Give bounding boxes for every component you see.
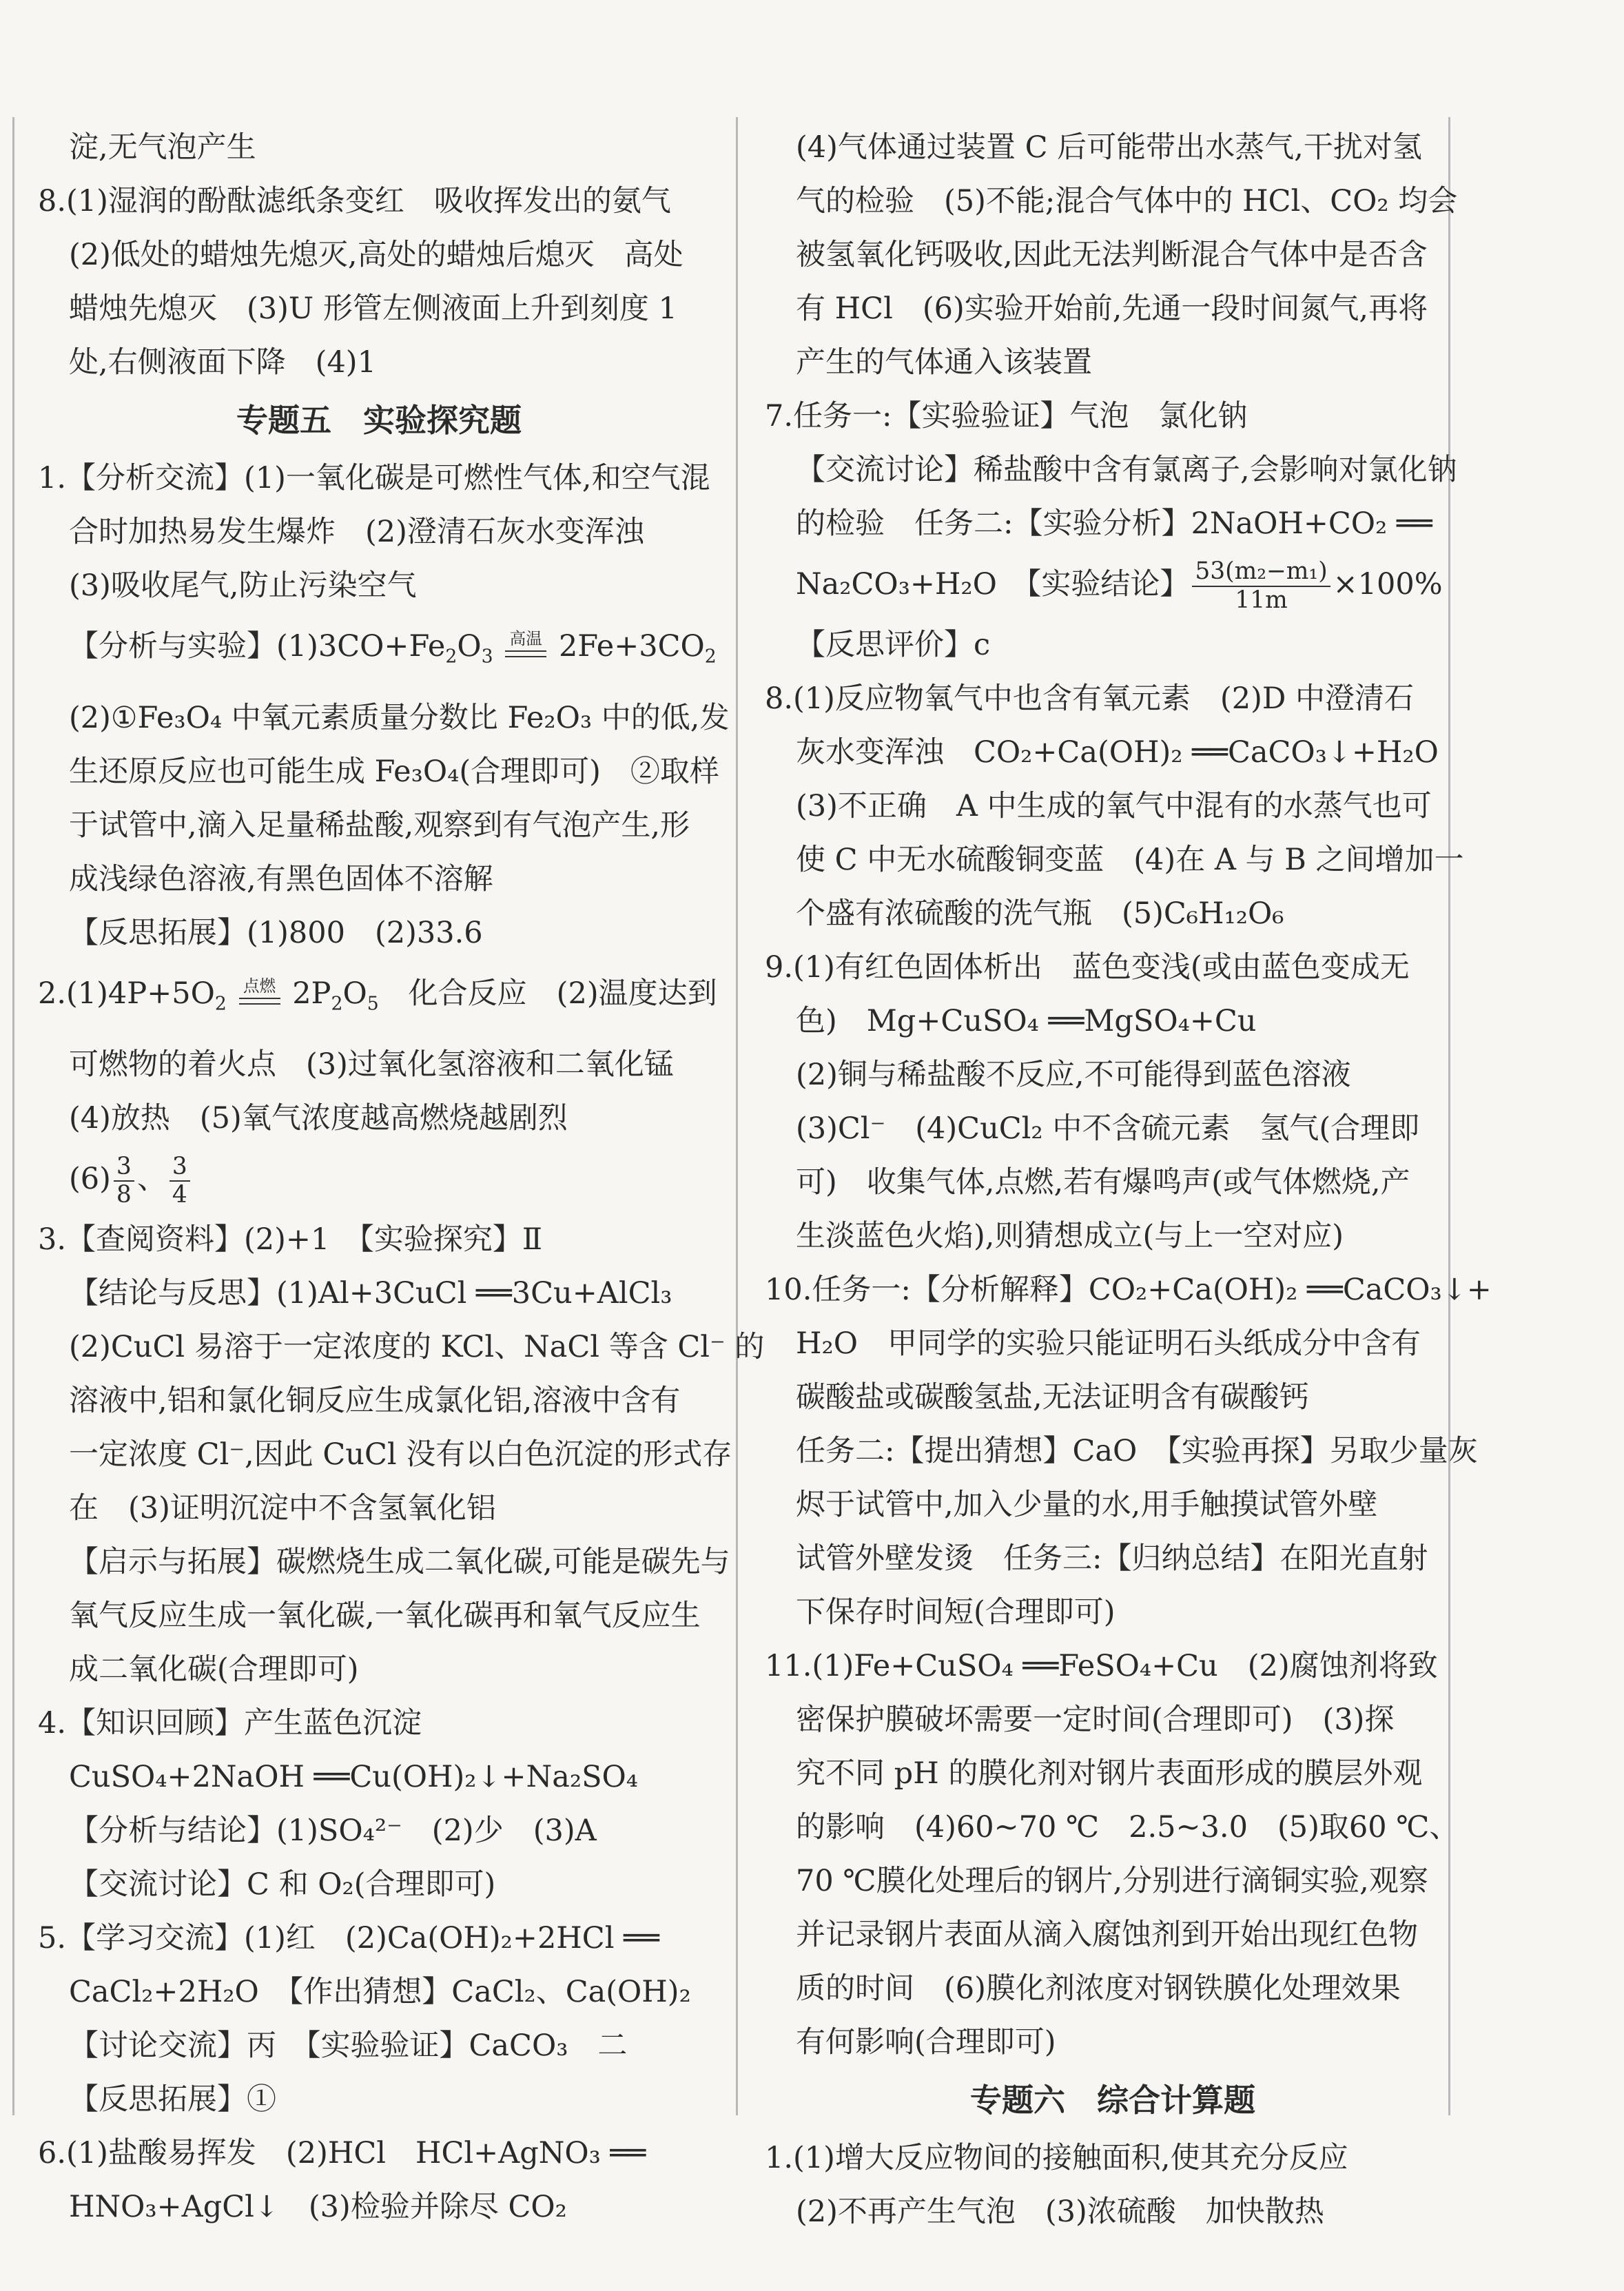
section-title-6: 专题六 综合计算题 — [970, 2082, 1255, 2119]
left-margin-line — [12, 117, 14, 2115]
eq-part: (6) — [69, 1162, 111, 1197]
eq-part: 2Fe+3CO — [558, 629, 705, 664]
answer-line: 【交流讨论】C 和 O₂(合理即可) — [69, 1867, 496, 1902]
answer-line: 9.(1)有红色固体析出 蓝色变浅(或由蓝色变成无 — [765, 950, 1410, 985]
answer-line: 产生的气体通入该装置 — [796, 345, 1092, 380]
answer-line: 淀,无气泡产生 — [69, 130, 256, 165]
answer-line: 10.任务一:【分析解释】CO₂+Ca(OH)₂ ══CaCO₃↓+ — [765, 1273, 1492, 1307]
answer-line: 灰水变浑浊 CO₂+Ca(OH)₂ ══CaCO₃↓+H₂O — [796, 735, 1439, 770]
denominator: 4 — [172, 1181, 187, 1209]
answer-line: 气的检验 (5)不能;混合气体中的 HCl、CO₂ 均会 — [796, 184, 1458, 218]
answer-line: 究不同 pH 的膜化剂对钢片表面形成的膜层外观 — [796, 1756, 1423, 1791]
numerator: 3 — [169, 1153, 190, 1182]
answer-line: 【结论与反思】(1)Al+3CuCl ══3Cu+AlCl₃ — [69, 1276, 672, 1311]
answer-line: 5.【学习交流】(1)红 (2)Ca(OH)₂+2HCl ══ — [38, 1921, 659, 1956]
answer-line: 有何影响(合理即可) — [796, 2025, 1056, 2059]
answer-line: 被氢氧化钙吸收,因此无法判断混合气体中是否含 — [796, 238, 1428, 272]
answer-line: (2)铜与稀盐酸不反应,不可能得到蓝色溶液 — [796, 1058, 1351, 1092]
eq-part: 【分析与实验】(1)3CO+Fe — [69, 629, 446, 664]
eq-part: Na₂CO₃+H₂O 【实验结论】 — [796, 567, 1190, 602]
answer-line: 【交流讨论】稀盐酸中含有氯离子,会影响对氯化钠 — [796, 453, 1457, 487]
answer-line: (4)放热 (5)氧气浓度越高燃烧越剧烈 — [69, 1101, 568, 1136]
answer-line: 处,右侧液面下降 (4)1 — [69, 345, 376, 380]
answer-line: 1.(1)增大反应物间的接触面积,使其充分反应 — [765, 2141, 1348, 2175]
reaction-sign — [505, 629, 546, 657]
numerator: 53(m₂−m₁) — [1192, 558, 1330, 587]
answer-line: 8.(1)反应物氧气中也含有氧元素 (2)D 中澄清石 — [765, 681, 1414, 716]
answer-line: 7.任务一:【实验验证】气泡 氯化钠 — [765, 399, 1248, 433]
answer-line: 8.(1)湿润的酚酞滤纸条变红 吸收挥发出的氨气 — [38, 184, 671, 218]
answer-line: 1.【分析交流】(1)一氧化碳是可燃性气体,和空气混 — [38, 461, 710, 495]
answer-line: 于试管中,滴入足量稀盐酸,观察到有气泡产生,形 — [69, 808, 690, 843]
answer-line: 有 HCl (6)实验开始前,先通一段时间氮气,再将 — [796, 291, 1428, 326]
denominator: 8 — [116, 1181, 132, 1209]
answer-line: 11.(1)Fe+CuSO₄ ══FeSO₄+Cu (2)腐蚀剂将致 — [765, 1649, 1438, 1683]
answer-line: 一定浓度 Cl⁻,因此 CuCl 没有以白色沉淀的形式存 — [69, 1437, 732, 1472]
answer-line: 可燃物的着火点 (3)过氧化氢溶液和二氧化锰 — [69, 1047, 674, 1082]
answer-line-fraction — [38, 1145, 720, 1213]
answer-line: 成二氧化碳(合理即可) — [69, 1652, 359, 1687]
eq-part: ×100% — [1333, 567, 1443, 602]
answer-line: 碳酸盐或碳酸氢盐,无法证明含有碳酸钙 — [796, 1380, 1309, 1415]
answer-line: 生淡蓝色火焰),则猜想成立(与上一空对应) — [796, 1219, 1344, 1253]
answer-line: (2)CuCl 易溶于一定浓度的 KCl、NaCl 等含 Cl⁻ 的 — [69, 1330, 765, 1365]
fraction — [169, 1153, 190, 1209]
answer-line: 【讨论交流】丙 【实验验证】CaCO₃ 二 — [69, 2028, 628, 2064]
answer-line: 个盛有浓硫酸的洗气瓶 (5)C₆H₁₂O₆ — [796, 896, 1284, 931]
answer-line: CaCl₂+2H₂O 【作出猜想】CaCl₂、Ca(OH)₂ — [69, 1975, 691, 2010]
answer-line: 的影响 (4)60~70 ℃ 2.5~3.0 (5)取60 ℃、 — [796, 1810, 1459, 1845]
eq-part: 2.(1)4P+5O — [38, 976, 215, 1011]
denominator: 11m — [1235, 586, 1288, 614]
answer-line: 试管外壁发烫 任务三:【归纳总结】在阳光直射 — [796, 1541, 1428, 1576]
answer-line-equation: 【分析与实验】$(1)3CO+Fe_2O_3$ 高温 $2Fe+3CO_2$ — [69, 629, 717, 668]
answer-line: 【反思评价】c — [796, 628, 991, 662]
answer-line: CuSO₄+2NaOH ══Cu(OH)₂↓+Na₂SO₄ — [69, 1760, 639, 1795]
answer-line: 氧气反应生成一氧化碳,一氧化碳再和氧气反应生 — [69, 1599, 701, 1634]
answer-line: (3)吸收尾气,防止污染空气 — [69, 568, 417, 603]
answer-line: 可) 收集气体,点燃,若有爆鸣声(或气体燃烧,产 — [796, 1165, 1410, 1200]
answer-line: 色) Mg+CuSO₄ ══MgSO₄+Cu — [796, 1004, 1257, 1038]
answer-line: (3)Cl⁻ (4)CuCl₂ 中不含硫元素 氢气(合理即 — [796, 1111, 1420, 1146]
answer-line: 任务二:【提出猜想】CaO 【实验再探】另取少量灰 — [796, 1434, 1478, 1468]
right-column — [765, 121, 1492, 2239]
numerator: 3 — [114, 1153, 134, 1182]
answer-line: 密保护膜破坏需要一定时间(合理即可) (3)探 — [796, 1703, 1395, 1737]
answer-line: 蜡烛先熄灭 (3)U 形管左侧液面上升到刻度 1 — [69, 291, 677, 326]
answer-line: (2)低处的蜡烛先熄灭,高处的蜡烛后熄灭 高处 — [69, 238, 683, 272]
answer-line: 质的时间 (6)膜化剂浓度对钢铁膜化处理效果 — [796, 1971, 1401, 2006]
answer-line: 的检验 任务二:【实验分析】2NaOH+CO₂ ══ — [796, 506, 1432, 541]
answer-line: 合时加热易发生爆炸 (2)澄清石灰水变浑浊 — [69, 515, 644, 549]
answer-line: (4)气体通过装置 C 后可能带出水蒸气,干扰对氢 — [796, 130, 1422, 165]
answer-line-fraction — [765, 551, 1461, 618]
answer-line: 下保存时间短(合理即可) — [796, 1595, 1116, 1630]
answer-line: 【反思拓展】① — [69, 2082, 276, 2117]
answer-line: H₂O 甲同学的实验只能证明石头纸成分中含有 — [796, 1326, 1421, 1361]
left-column — [38, 121, 765, 2234]
answer-line: 【反思拓展】(1)800 (2)33.6 — [69, 915, 483, 950]
eq-part: 2P — [292, 976, 331, 1011]
answer-line: 3.【查阅资料】(2)+1 【实验探究】Ⅱ — [38, 1222, 543, 1257]
answer-line: HNO₃+AgCl↓ (3)检验并除尽 CO₂ — [69, 2190, 567, 2225]
answer-line: 6.(1)盐酸易挥发 (2)HCl HCl+AgNO₃ ══ — [38, 2136, 646, 2171]
answer-line: 生还原反应也可能生成 Fe₃O₄(合理即可) ②取样 — [69, 754, 719, 789]
fraction — [114, 1153, 134, 1209]
eq-part: 化合反应 (2)温度达到 — [378, 976, 717, 1011]
answer-line: 溶液中,铝和氯化铜反应生成氯化铝,溶液中含有 — [69, 1384, 681, 1419]
answer-line: 使 C 中无水硫酸铜变蓝 (4)在 A 与 B 之间增加一 — [796, 843, 1464, 877]
answer-line: 成浅绿色溶液,有黑色固体不溶解 — [69, 861, 493, 896]
answer-line: 【启示与拓展】碳燃烧生成二氧化碳,可能是碳先与 — [69, 1545, 730, 1580]
answer-line: (3)不正确 A 中生成的氧气中混有的水蒸气也可 — [796, 789, 1432, 823]
answer-line: 并记录钢片表面从滴入腐蚀剂到开始出现红色物 — [796, 1918, 1418, 1952]
answer-line: 4.【知识回顾】产生蓝色沉淀 — [38, 1706, 422, 1741]
answer-line: 在 (3)证明沉淀中不含氢氧化铝 — [69, 1491, 496, 1526]
answer-line-equation: $2.(1)4P+5O_2$ 点燃 $2P_2O_5$ 化合反应 (2)温度达到 — [38, 976, 717, 1015]
reaction-sign — [239, 976, 280, 1005]
answer-line: (2)不再产生气泡 (3)浓硫酸 加快散热 — [796, 2195, 1324, 2229]
answer-line: 70 ℃膜化处理后的钢片,分别进行滴铜实验,观察 — [796, 1864, 1428, 1898]
fraction — [1192, 558, 1330, 614]
answer-line: 烬于试管中,加入少量的水,用手触摸试管外壁 — [796, 1488, 1378, 1522]
column-divider — [736, 117, 738, 2115]
section-title-5: 专题五 实验探究题 — [236, 402, 522, 439]
separator: 、 — [136, 1162, 167, 1197]
answer-line: (2)①Fe₃O₄ 中氧元素质量分数比 Fe₂O₃ 中的低,发 — [69, 700, 730, 735]
answer-line: 【分析与结论】(1)SO₄²⁻ (2)少 (3)A — [69, 1814, 597, 1849]
reaction-condition: 高温 — [509, 629, 542, 649]
reaction-condition: 点燃 — [243, 976, 276, 996]
